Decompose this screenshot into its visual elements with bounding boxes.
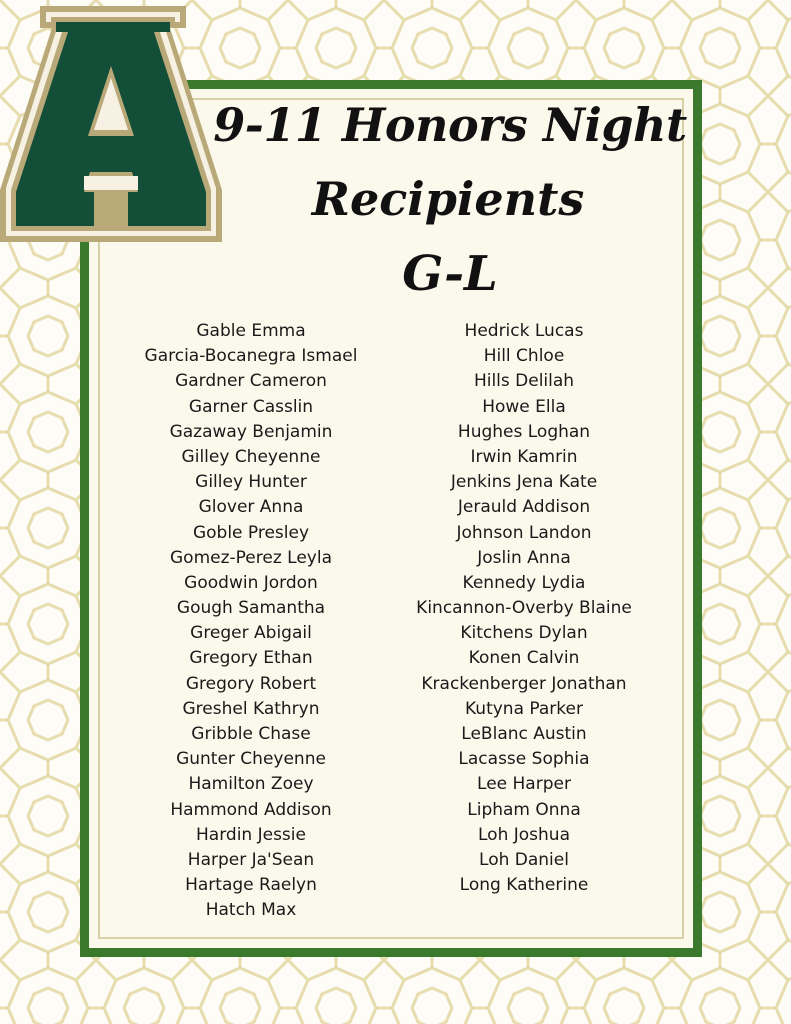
recipient-name: Krackenberger Jonathan bbox=[421, 673, 627, 694]
recipient-name: Hammond Addison bbox=[170, 799, 332, 820]
recipient-name: Hedrick Lucas bbox=[464, 321, 584, 341]
recipient-name: Harper Ja'Sean bbox=[187, 849, 315, 870]
recipient-name: Hills Delilah bbox=[473, 371, 575, 392]
recipient-name: Gunter Cheyenne bbox=[176, 749, 326, 770]
recipient-name: Hardin Jessie bbox=[196, 824, 306, 845]
recipient-name: Gregory Robert bbox=[185, 673, 317, 694]
recipient-name: Jerauld Addison bbox=[457, 497, 591, 518]
recipient-name: Kincannon-Overby Blaine bbox=[416, 598, 632, 619]
recipient-name: Long Katherine bbox=[459, 875, 589, 896]
recipient-name: Joslin Anna bbox=[477, 547, 571, 568]
recipient-name: Hartage Raelyn bbox=[185, 875, 317, 896]
recipient-name: Goble Presley bbox=[192, 522, 310, 543]
recipient-name: LeBlanc Austin bbox=[461, 724, 587, 744]
recipient-name: Garcia-Bocanegra Ismael bbox=[144, 346, 358, 367]
recipient-name: Gable Emma bbox=[196, 321, 306, 341]
title-line-1: 9-11 Honors Night bbox=[213, 98, 687, 152]
recipient-name: Garner Casslin bbox=[188, 396, 314, 417]
recipient-name: Goodwin Jordon bbox=[184, 572, 318, 593]
recipient-name: Gilley Hunter bbox=[195, 472, 307, 493]
recipient-name: Irwin Kamrin bbox=[470, 446, 578, 467]
recipient-name: Gribble Chase bbox=[191, 724, 311, 744]
recipient-name: Kennedy Lydia bbox=[462, 572, 586, 593]
recipient-name: Greshel Kathryn bbox=[182, 698, 320, 719]
recipient-name: Gazaway Benjamin bbox=[169, 421, 333, 442]
recipient-name: Glover Anna bbox=[198, 497, 304, 518]
recipient-name: Kutyna Parker bbox=[465, 698, 583, 719]
recipient-name: Lee Harper bbox=[477, 774, 571, 795]
recipient-name: Greger Abigail bbox=[190, 623, 312, 644]
recipient-name: Gardner Cameron bbox=[175, 371, 327, 392]
recipient-name: Loh Joshua bbox=[478, 824, 570, 845]
recipient-name: Johnson Landon bbox=[456, 522, 592, 543]
recipient-name: Gomez-Perez Leyla bbox=[170, 547, 332, 568]
title-line-2: Recipients bbox=[311, 172, 585, 226]
recipient-name: Loh Daniel bbox=[479, 849, 569, 870]
recipient-name: Lacasse Sophia bbox=[458, 749, 590, 770]
varsity-letter-a-logo bbox=[0, 6, 222, 242]
names-list-right bbox=[398, 319, 650, 898]
names-list-left bbox=[120, 319, 382, 924]
recipient-name: Lipham Onna bbox=[467, 799, 581, 820]
recipient-name: Kitchens Dylan bbox=[460, 623, 588, 644]
recipient-name: Hamilton Zoey bbox=[188, 774, 314, 795]
recipient-name: Konen Calvin bbox=[468, 648, 580, 669]
recipient-name: Hughes Loghan bbox=[457, 421, 591, 442]
recipient-name: Gough Samantha bbox=[176, 598, 326, 619]
recipient-name: Jenkins Jena Kate bbox=[450, 472, 598, 493]
recipient-name: Gregory Ethan bbox=[189, 648, 313, 669]
title-line-3: G-L bbox=[402, 246, 498, 302]
recipient-name: Hill Chloe bbox=[483, 346, 565, 367]
recipient-name: Gilley Cheyenne bbox=[181, 446, 321, 467]
recipient-name: Howe Ella bbox=[482, 396, 566, 417]
recipient-name: Hatch Max bbox=[205, 900, 297, 921]
